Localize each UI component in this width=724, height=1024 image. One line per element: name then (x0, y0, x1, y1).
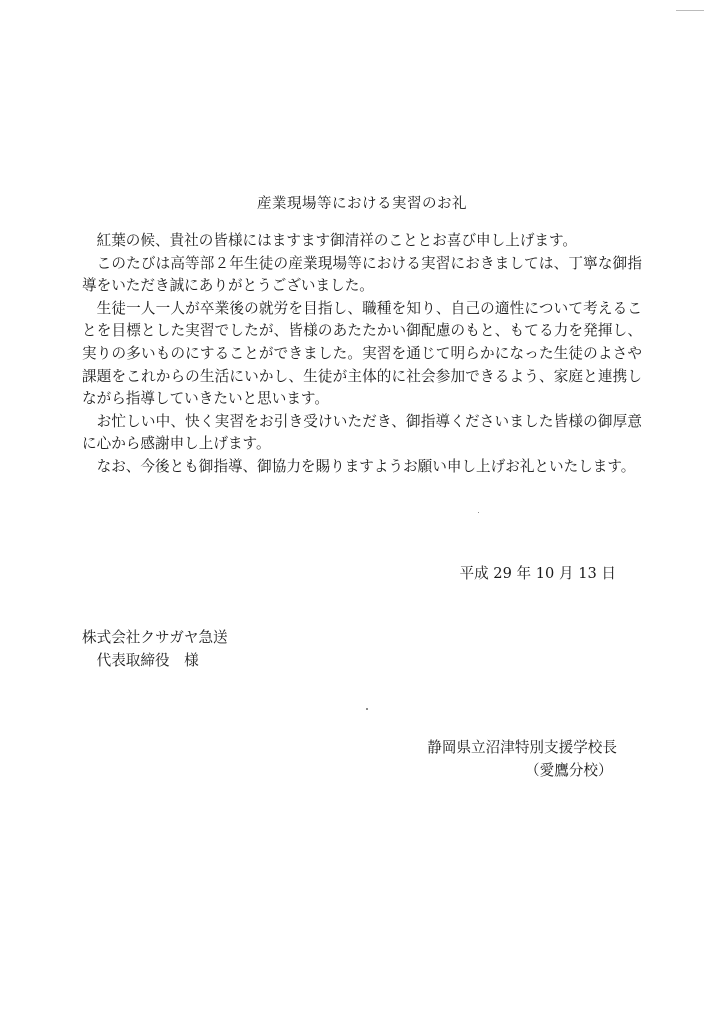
recipient-block (82, 627, 228, 672)
paragraph-closing: なお、今後とも御指導、御協力を賜りますようお願い申し上げお礼といたします。 (96, 457, 636, 475)
sender-block (427, 737, 617, 782)
sender-school: 静岡県立沼津特別支援学校長 (427, 739, 617, 756)
recipient-title: 代表取締役 様 (96, 651, 199, 669)
paragraph-greeting: 紅葉の候、貴社の皆様にはますます御清祥のこととお喜び申し上げます。 (96, 232, 578, 249)
paragraph-thanks: このたびは高等部２年生徒の産業現場等における実習におきましては、丁寧な御指導をいただき誠にありがとうございました。 (82, 254, 642, 295)
sender-branch: （愛鷹分校） (525, 761, 613, 779)
paragraph-gratitude: お忙しい中、快く実習をお引き受けいただき、御指導くださいました皆様の御厚意に心から感謝申し上げます。 (82, 412, 642, 453)
scan-speck (366, 708, 368, 710)
letter-date: 平成 29 年 10 月 13 日 (459, 565, 616, 582)
scan-speck (478, 512, 479, 513)
paragraph-internship-report: 生徒一人一人が卒業後の就労を目指し、職種を知り、自己の適性について考えることを目標とした実習でしたが、皆様のあたたかい御配慮のもと、もてる力を発揮し、実りの多いものにすることができました。実習を通じて明らかになった生徒のよさや課題をこれからの生活にいかし、生徒が主体的に社会参加できるよう、家庭と連携しながら指導していきたいと思います。 (82, 299, 642, 408)
letter-body (82, 230, 642, 479)
scan-edge-mark (676, 0, 704, 11)
recipient-company: 株式会社クサガヤ急送 (82, 629, 228, 646)
letter-title: 産業現場等における実習のお礼 (257, 196, 467, 212)
